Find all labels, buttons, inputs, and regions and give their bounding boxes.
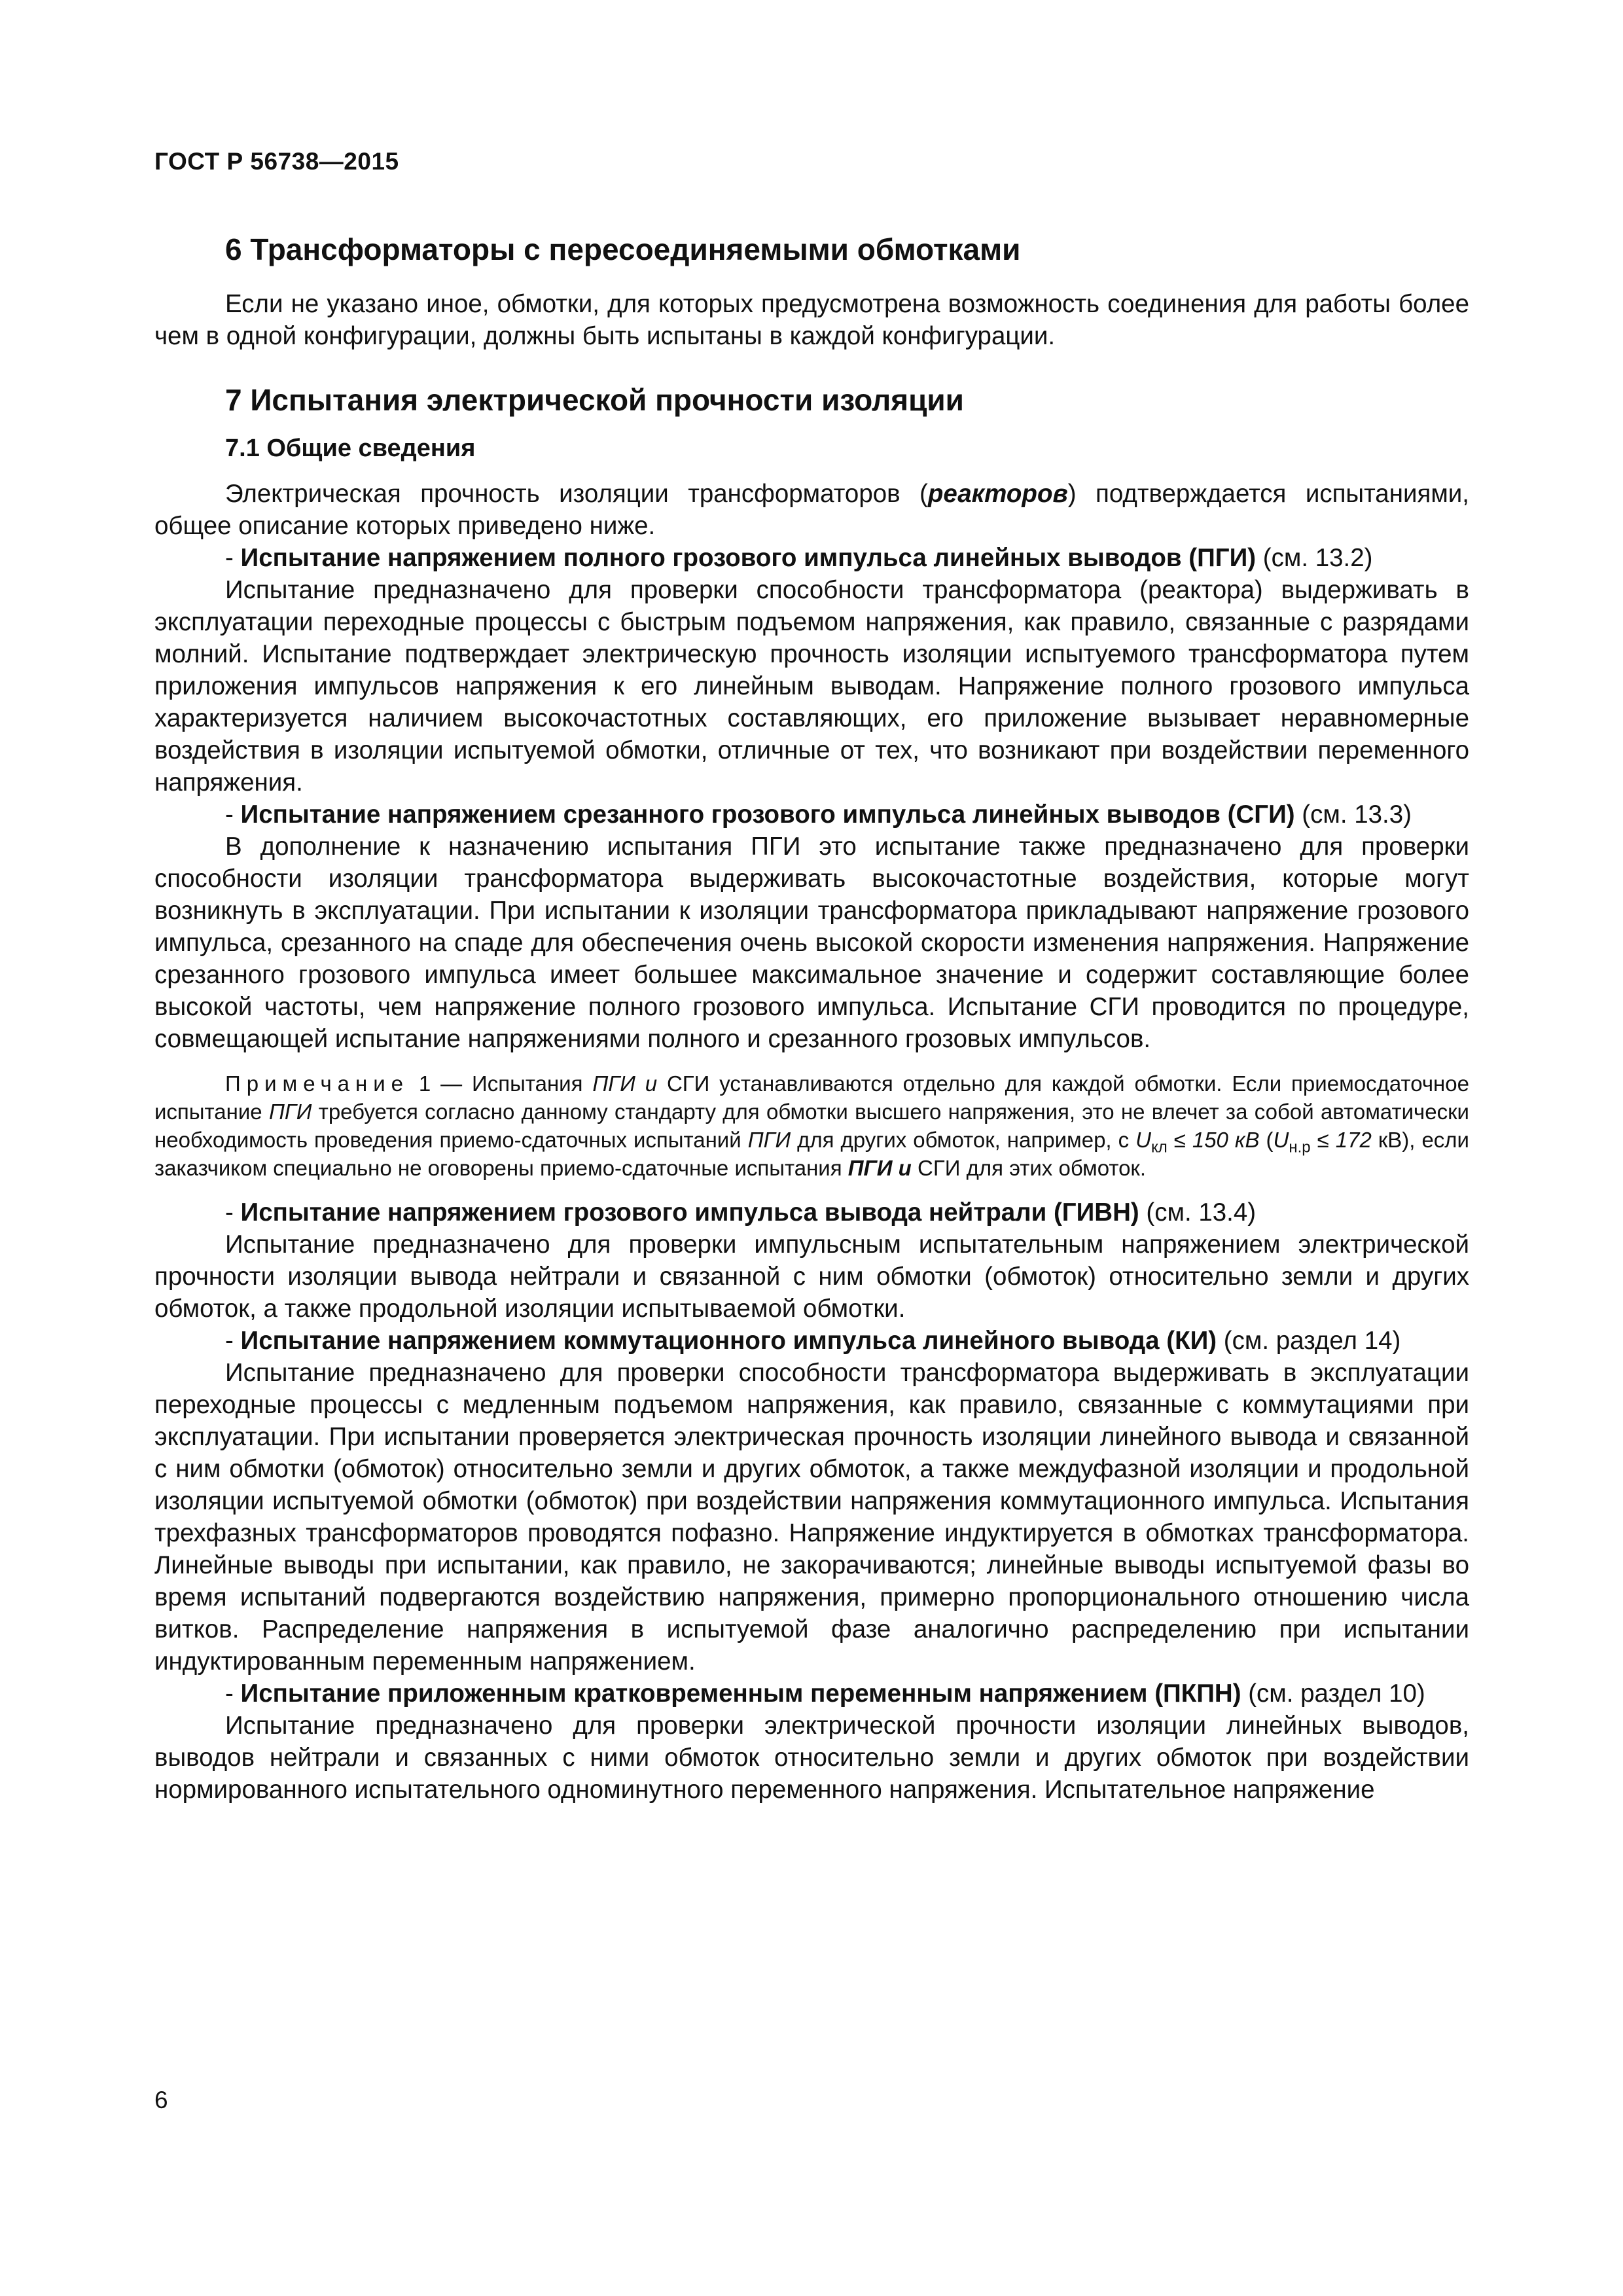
note-label: Примечание: [225, 1071, 410, 1096]
standard-designation: ГОСТ Р 56738—2015: [154, 148, 399, 175]
ki-heading: - Испытание напряжением коммутационного импульса линейного вывода (КИ) (см. раздел 14): [225, 1327, 1401, 1355]
subsection-7-1-intro: Электрическая прочность изоляции трансформаторов (реакторов) подтверждается испытаниями, общее описание которых приведено ниже.: [154, 480, 1469, 540]
page-number: 6: [154, 2087, 168, 2113]
sgi-text: В дополнение к назначению испытания ПГИ это испытание также предназначено для проверки способности изоляции трансформатора выдерживать высокочастотные воздействия, которые могут возникнуть в эксплуатации. При испытании к изоляции трансформатора прикладывают напряжение грозового импульса, срезанного на спаде для обеспечения очень высокой скорости изменения напряжения. Напряжение срезанного грозового импульса имеет большее максимальное значение и содержит составляющие более высокой частоты, чем напряжение полного грозового импульса. Испытание СГИ проводится по процедуре, совмещающей испытание напряжениями полного и срезанного грозовых импульсов.: [154, 833, 1469, 1053]
note-1: Примечание 1 — Испытания ПГИ и СГИ устанавливаются отдельно для каждой обмотки. Если приемосдаточное испытание ПГИ требуется согласно данному стандарту для обмотки высшего напряжения, это не влечет за собой автоматически необходимость проведения приемо-сдаточных испытаний ПГИ для других обмоток, например, с $U_{кл} \le 150$ кВ ($U_{н.р} \le 172$ кВ), если заказчиком специально не оговорены приемо-сдаточные испытания ПГИ и СГИ для этих обмоток.: [154, 1071, 1469, 1180]
pkpn-heading: - Испытание приложенным кратковременным переменным напряжением (ПКПН) (см. раздел 10): [225, 1679, 1425, 1708]
givn-text: Испытание предназначено для проверки импульсным испытательным напряжением электрической прочности изоляции вывода нейтрали и связанной с ним обмотки (обмоток) относительно земли и других обмоток, а также продольной изоляции испытываемой обмотки.: [154, 1230, 1469, 1323]
subsection-7-1-title: 7.1 Общие сведения: [225, 435, 476, 462]
section-7-title: 7 Испытания электрической прочности изоляции: [225, 383, 964, 417]
pgi-text: Испытание предназначено для проверки способности трансформатора (реактора) выдерживать в эксплуатации переходные процессы с быстрым подъемом напряжения, как правило, связанные с разрядами молний. Испытание подтверждает электрическую прочность изоляции испытуемого трансформатора путем приложения импульсов напряжения к его линейным выводам. Напряжение полного грозового импульса характеризуется наличием высокочастотных составляющих, его приложение вызывает неравномерные воздействия в изоляции испытуемой обмотки, отличные от тех, что возникают при воздействии переменного напряжения.: [154, 576, 1469, 797]
sgi-heading: - Испытание напряжением срезанного грозового импульса линейных выводов (СГИ) (см. 13.3): [225, 800, 1412, 829]
section-6-title: 6 Трансформаторы с пересоединяемыми обмотками: [225, 232, 1021, 266]
reactors-term: реакторов: [927, 480, 1068, 508]
page-body: [154, 230, 1469, 1806]
givn-heading: - Испытание напряжением грозового импульса вывода нейтрали (ГИВН) (см. 13.4): [225, 1198, 1257, 1227]
pgi-heading: - Испытание напряжением полного грозового импульса линейных выводов (ПГИ) (см. 13.2): [225, 544, 1373, 572]
section-6-text: Если не указано иное, обмотки, для которых предусмотрена возможность соединения для работы более чем в одной конфигурации, должны быть испытаны в каждой конфигурации.: [154, 290, 1469, 350]
pkpn-text: Испытание предназначено для проверки электрической прочности изоляции линейных выводов, выводов нейтрали и связанных с ними обмоток относительно земли и других обмоток при воздействии нормированного испытательного одноминутного переменного напряжения. Испытательное напряжение: [154, 1712, 1469, 1804]
ki-text: Испытание предназначено для проверки способности трансформатора выдерживать в эксплуатации переходные процессы с медленным подъемом напряжения, как правило, связанные с коммутациями при эксплуатации. При испытании проверяется электрическая прочность изоляции линейного вывода и связанной с ним обмотки (обмоток) относительно земли и других обмоток, а также междуфазной изоляции и продольной изоляции испытуемой обмотки (обмоток) при воздействии напряжения коммутационного импульса. Испытания трехфазных трансформаторов проводятся пофазно. Напряжение индуктируется в обмотках трансформатора. Линейные выводы при испытании, как правило, не закорачиваются; линейные выводы испытуемой фазы во время испытаний подвергаются воздействию напряжения, примерно пропорционального отношению числа витков. Распределение напряжения в испытуемой фазе аналогично распределению при испытании индуктированным переменным напряжением.: [154, 1359, 1469, 1676]
